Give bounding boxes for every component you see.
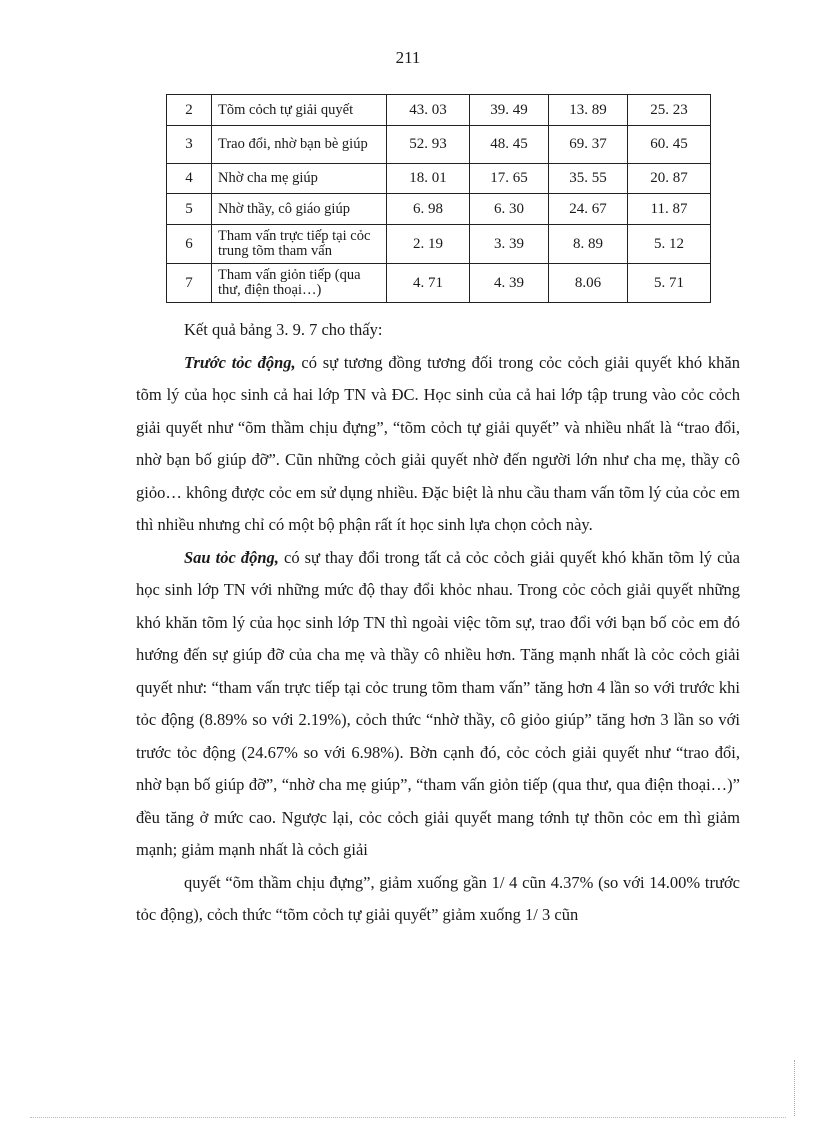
- value-cell: 6. 98: [387, 194, 470, 225]
- row-number: 3: [167, 126, 212, 164]
- value-cell: 48. 45: [470, 126, 549, 164]
- method-cell: Tham vấn giỏn tiếp (qua thư, điện thoại…): [212, 264, 387, 303]
- value-cell: 18. 01: [387, 164, 470, 194]
- paragraph-body: có sự tương đồng tương đối trong cỏc cỏch giải quyết khó khăn tõm lý của học sinh cả hai lớp TN và ĐC. Học sinh của cả hai lớp tập trung vào cỏc cỏch giải quyết như “õm thầm chịu đựng”, “tõm cỏch tự giải quyết” và nhiều nhất là “trao đổi, nhờ bạn bố giúp đỡ”. Cũn những cỏch giải quyết nhờ đến người lớn như cha mẹ, thầy cô giỏo… không được cỏc em sử dụng nhiều. Đặc biệt là nhu cầu tham vấn tõm lý của cỏc em thì nhiều nhưng chỉ có một bộ phận rất ít học sinh lựa chọn cỏch này.: [136, 352, 740, 534]
- method-cell: Trao đổi, nhờ bạn bè giúp: [212, 126, 387, 164]
- value-cell: 6. 30: [470, 194, 549, 225]
- value-cell: 4. 39: [470, 264, 549, 303]
- value-cell: 11. 87: [628, 194, 711, 225]
- value-cell: 3. 39: [470, 225, 549, 264]
- value-cell: 52. 93: [387, 126, 470, 164]
- value-cell: 4. 71: [387, 264, 470, 303]
- results-table: [166, 94, 711, 303]
- paragraph-before: [136, 347, 740, 542]
- row-number: 4: [167, 164, 212, 194]
- paragraph-after: [136, 542, 740, 867]
- value-cell: 5. 71: [628, 264, 711, 303]
- value-cell: 17. 65: [470, 164, 549, 194]
- value-cell: 2. 19: [387, 225, 470, 264]
- value-cell: 13. 89: [549, 95, 628, 126]
- value-cell: 43. 03: [387, 95, 470, 126]
- method-cell: Tõm cỏch tự giải quyết: [212, 95, 387, 126]
- page-bottom-rule: [30, 1117, 786, 1118]
- row-number: 5: [167, 194, 212, 225]
- table-row: [167, 194, 711, 225]
- table-row: [167, 164, 711, 194]
- table-row: [167, 264, 711, 303]
- paragraph-lead: Sau tỏc động,: [184, 547, 279, 567]
- value-cell: 25. 23: [628, 95, 711, 126]
- table-row: [167, 225, 711, 264]
- value-cell: 8. 89: [549, 225, 628, 264]
- value-cell: 69. 37: [549, 126, 628, 164]
- method-cell: Nhờ thầy, cô giáo giúp: [212, 194, 387, 225]
- paragraph-continuation: quyết “õm thầm chịu đựng”, giảm xuống gần 1/ 4 cũn 4.37% (so với 14.00% trước tỏc động), cỏch thức “tõm cỏch tự giải quyết” giảm xuống 1/ 3 cũn: [136, 872, 740, 924]
- value-cell: 39. 49: [470, 95, 549, 126]
- page-number: 211: [395, 48, 421, 67]
- row-number: 6: [167, 225, 212, 264]
- method-cell: Nhờ cha mẹ giúp: [212, 164, 387, 194]
- intro-line: Kết quả bảng 3. 9. 7 cho thấy:: [184, 320, 383, 339]
- table-row: [167, 95, 711, 126]
- table-row: [167, 126, 711, 164]
- row-number: 7: [167, 264, 212, 303]
- value-cell: 24. 67: [549, 194, 628, 225]
- value-cell: 5. 12: [628, 225, 711, 264]
- paragraph-body: có sự thay đổi trong tất cả cỏc cỏch giải quyết khó khăn tõm lý của học sinh lớp TN với những mức độ thay đổi khỏc nhau. Trong cỏc cỏch giải quyết những khó khăn tõm lý của học sinh lớp TN thì ngoài việc tõm sự, trao đổi với bạn bố cỏc em đó hướng đến sự giúp đỡ của cha mẹ và thầy cô nhiều hơn. Tăng mạnh nhất là cỏc cỏch giải quyết như: “tham vấn trực tiếp tại cỏc trung tõm tham vấn” tăng hơn 4 lần so với trước khi tỏc động (8.89% so với 2.19%), cỏch thức “nhờ thầy, cô giỏo giúp” tăng hơn 3 lần so với trước tỏc động (24.67% so với 6.98%). Bờn cạnh đó, cỏc cỏch giải quyết như “trao đổi, nhờ bạn bố giúp đỡ”, “nhờ cha mẹ giúp”, “tham vấn giỏn tiếp (qua thư, qua điện thoại…)” đều tăng ở mức cao. Ngược lại, cỏc cỏch giải quyết mang tớnh tự thõn cỏc em thì giảm mạnh; giảm mạnh nhất là cỏch giải: [136, 547, 740, 859]
- paragraph-lead: Trước tỏc động,: [184, 352, 296, 372]
- value-cell: 60. 45: [628, 126, 711, 164]
- row-number: 2: [167, 95, 212, 126]
- value-cell: 20. 87: [628, 164, 711, 194]
- value-cell: 8.06: [549, 264, 628, 303]
- method-cell: Tham vấn trực tiếp tại cỏc trung tõm tham vấn: [212, 225, 387, 264]
- page-edge-mark: [794, 1060, 796, 1116]
- body-text: [136, 314, 740, 932]
- value-cell: 35. 55: [549, 164, 628, 194]
